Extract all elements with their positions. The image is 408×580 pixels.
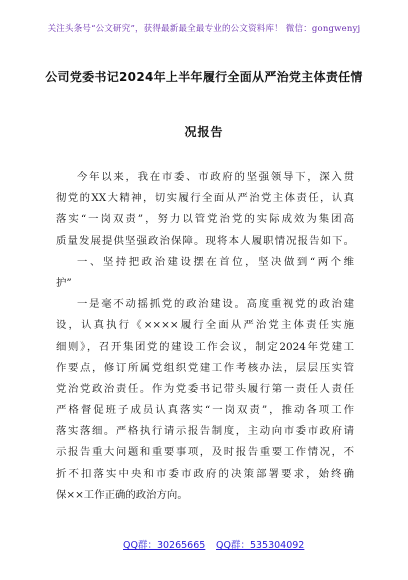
section-heading-line: 护” (56, 276, 72, 289)
body-line: 今年以来，我在市委、市政府的坚强领导下，深入贯 (77, 171, 354, 183)
body-line: 落实“一岗双责”，努力以管党治党的实际成效为集团高 (56, 213, 354, 226)
body-line: 落实落细。严格执行请示报告制度，主动向市委市政府请 (56, 425, 354, 438)
body-line: 保××工作正确的政治方向。 (56, 488, 188, 501)
document-title-line-2: 况报告 (184, 125, 224, 139)
qq-group-link-1[interactable]: QQ群：30265665 (123, 540, 206, 551)
document-body (56, 167, 354, 506)
body-line: 彻党的XX大精神，切实履行全面从严治党主体责任，认真 (56, 192, 354, 205)
body-line: 设，认真执行《××××履行全面从严治党主体责任实施 (56, 319, 354, 332)
body-line: 党治党政治责任。作为党委书记带头履行第一责任人责任 (56, 382, 354, 395)
body-line: 细则》，召开集团党的建设工作会议，制定2024年党建工 (56, 340, 354, 353)
section-heading-line: 一、坚持把政治建设摆在首位，坚决做到“两个维 (77, 255, 354, 268)
body-line: 严格督促班子成员认真落实“一岗双责”，推动各项工作 (56, 404, 354, 417)
qq-group-link-2[interactable]: QQ群：535304092 (216, 540, 305, 551)
body-line: 折不扣落实中央和市委市政府的决策部署要求，始终确 (56, 467, 354, 480)
page-footer (0, 537, 408, 551)
document-title-line-1: 公司党委书记2024年上半年履行全面从严治党主体责任情 (45, 70, 363, 84)
body-line: 作要点，修订所属党组织党建工作考核办法，层层压实管 (56, 361, 354, 374)
body-line: 一是毫不动摇抓党的政治建设。高度重视党的政治建 (77, 298, 354, 311)
body-line: 示报告重大问题和重要事项，及时报告重要工作情况，不 (56, 446, 354, 459)
promo-banner: 关注头条号“公文研究”，获得最新最全最专业的公文资料库！ 微信：gongwenyj (47, 24, 361, 34)
body-line: 质量发展提供坚强政治保障。现将本人履职情况报告如下。 (56, 234, 354, 247)
